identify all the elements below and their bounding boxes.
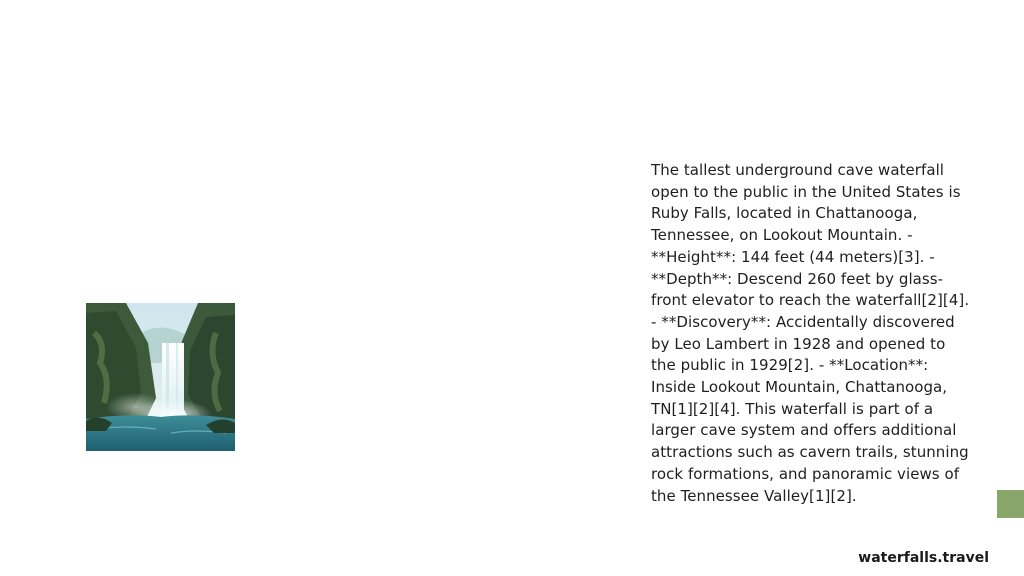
accent-block [997, 490, 1024, 518]
article-body-text: The tallest underground cave waterfall open to the public in the United States is Ruby Falls, located in Chattanooga, Tennessee, on Lookout Mountain. - **Height**: 144 feet (44 meters)[3]. - **Depth**: Descend 260 feet by glass-front elevator to reach the waterfall[2][4]. - **Discovery**: Accidentally discovered by Leo Lambert in 1928 and opened to the public in 1929[2]. - **Location**: Inside Lookout Mountain, Chattanooga, TN[1][2][4]. This waterfall is part of a larger cave system and offers additional attractions such as cavern trails, stunning rock formations, and panoramic views of the Tennessee Valley[1][2]. [651, 161, 970, 505]
site-name: waterfalls.travel [858, 550, 989, 566]
waterfall-image [86, 303, 235, 451]
waterfall-illustration [86, 303, 235, 451]
